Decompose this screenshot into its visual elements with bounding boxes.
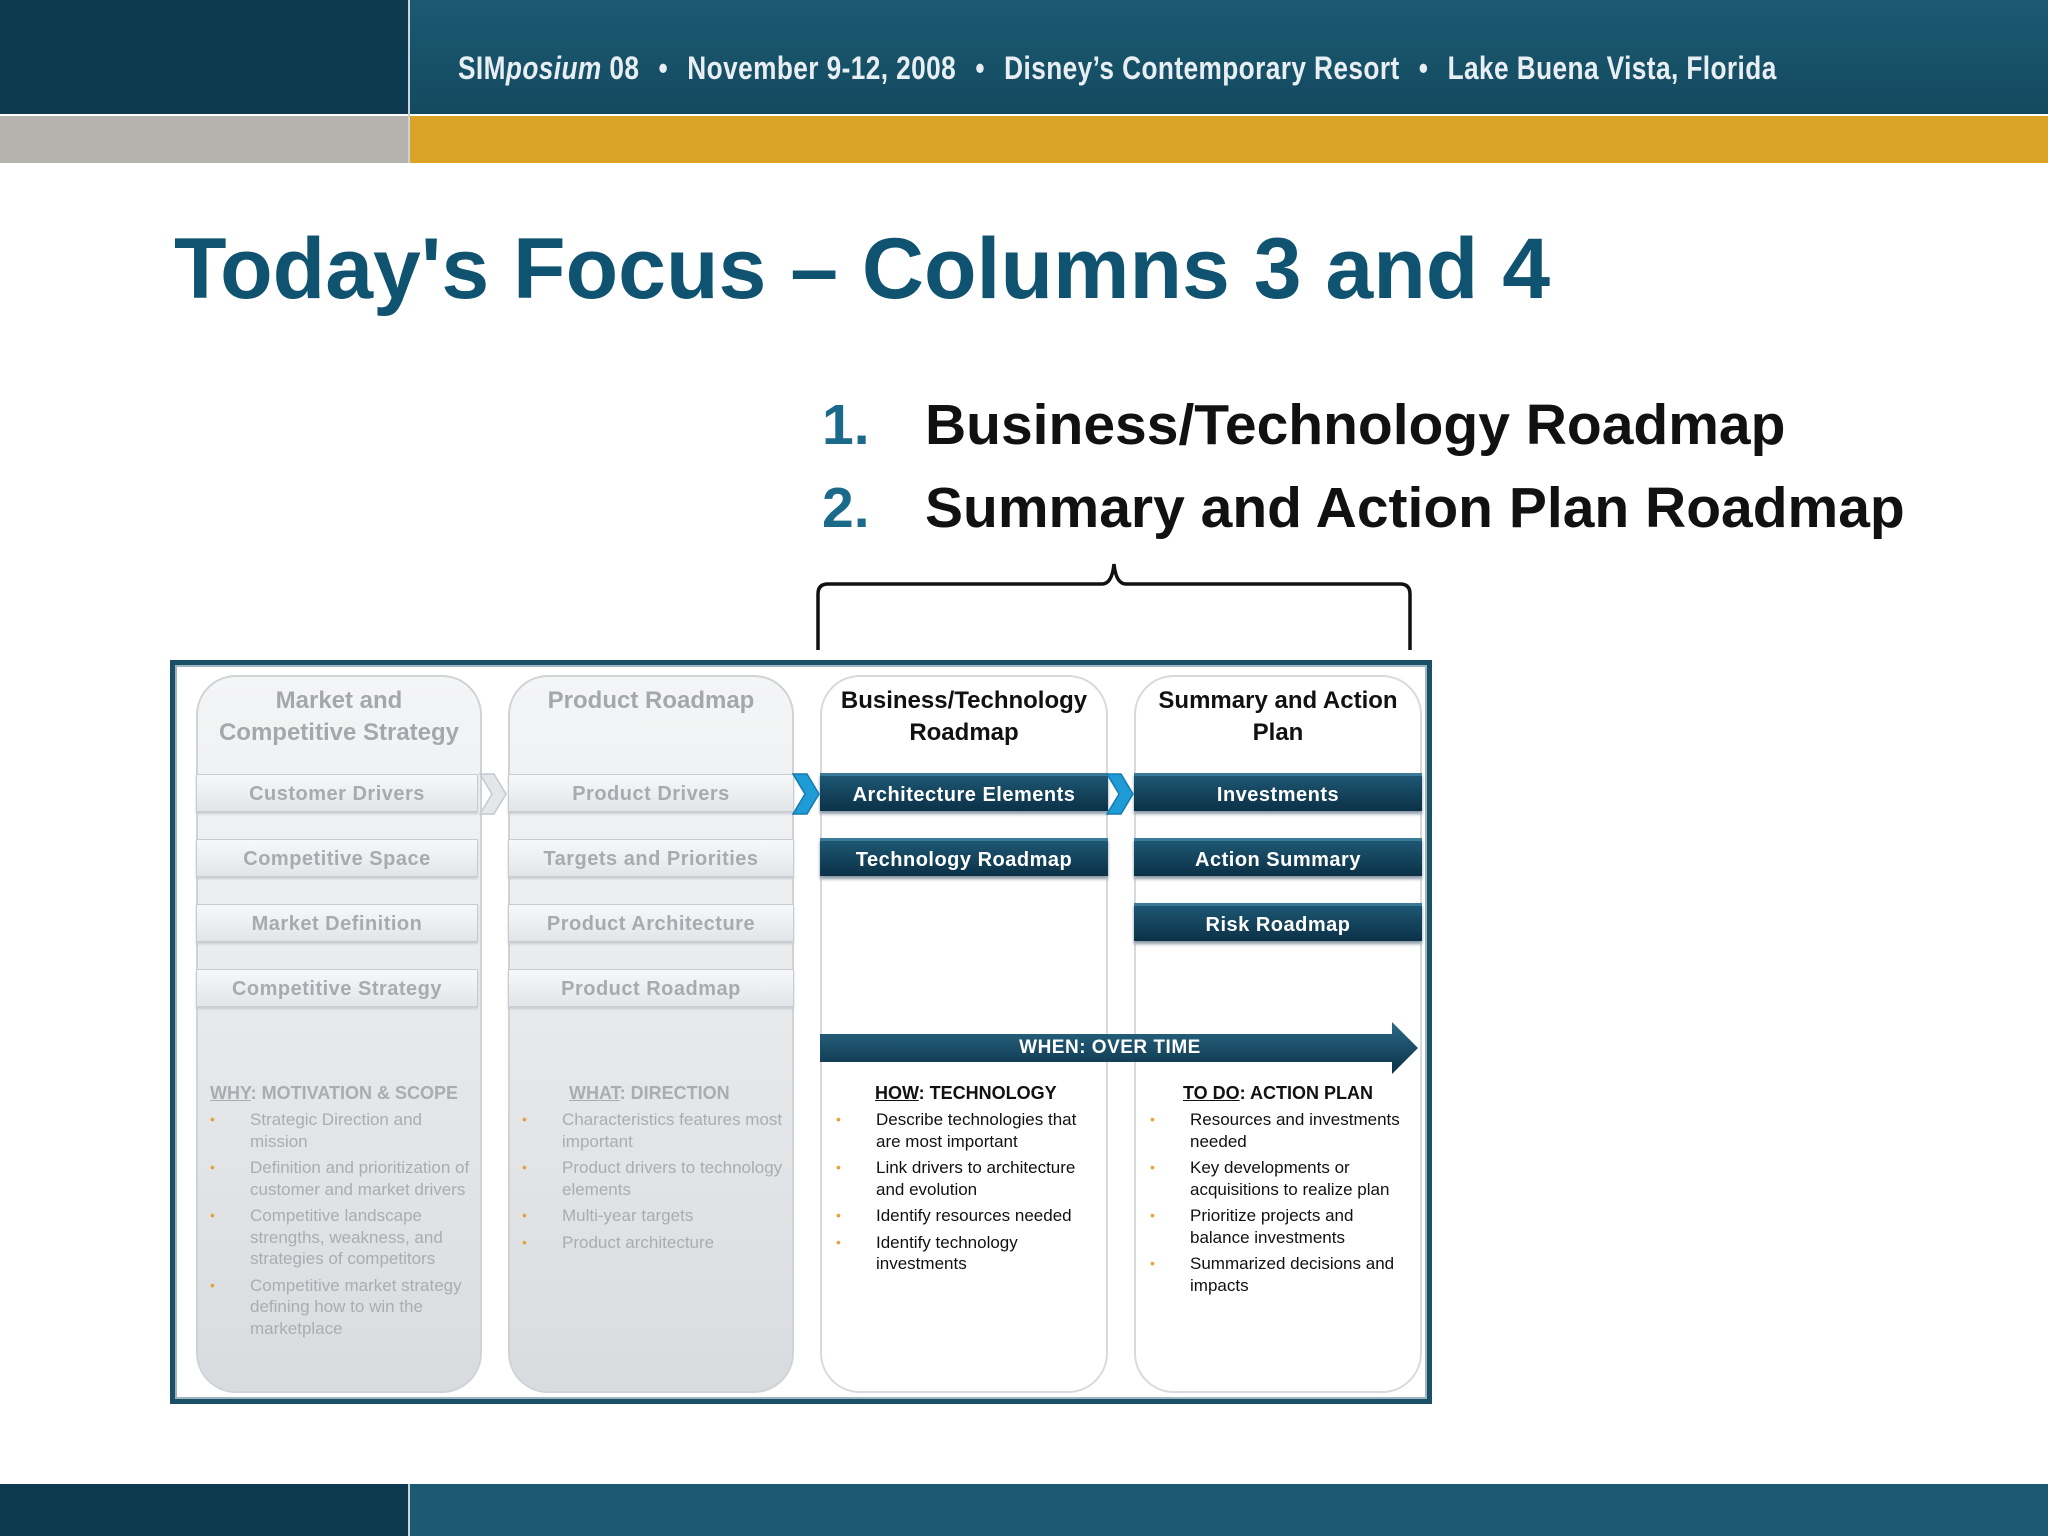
list-item-1: Business/Technology Roadmap [925, 393, 1786, 457]
list-item-2: Summary and Action Plan Roadmap [925, 476, 1905, 540]
section-heading-what: WHAT: DIRECTION [569, 1083, 730, 1103]
separator-dot: • [1418, 50, 1429, 86]
box-competitive-strategy: Competitive Strategy [196, 969, 478, 1007]
curly-brace-icon [812, 560, 1418, 652]
box-technology-roadmap: Technology Roadmap [820, 838, 1108, 876]
box-competitive-space: Competitive Space [196, 839, 478, 877]
list-item: • Resources and investments needed [1150, 1109, 1416, 1152]
box-product-architecture: Product Architecture [508, 904, 794, 942]
list-number: 2. [822, 476, 870, 540]
section-heading-how: HOW: TECHNOLOGY [875, 1083, 1057, 1103]
list-item: • Identify resources needed [836, 1205, 1098, 1227]
separator-dot: • [658, 50, 669, 86]
column-heading: Product Roadmap [547, 687, 755, 714]
footer-bar [410, 1484, 2048, 1536]
header-band-gray [0, 116, 408, 163]
box-architecture-elements: Architecture Elements [820, 773, 1108, 811]
timeline-label: WHEN: OVER TIME [1019, 1037, 1201, 1058]
list-item: • Link drivers to architecture and evolution [836, 1157, 1098, 1200]
list-item: • Product architecture [522, 1232, 784, 1254]
column-heading: Market and Competitive Strategy [218, 687, 460, 746]
event-name: SIMposium 08 [458, 50, 640, 86]
column-heading: Summary and Action Plan [1158, 687, 1398, 746]
list-item: • Competitive landscape strengths, weakness, and strategies of competitors [210, 1205, 472, 1270]
separator-dot: • [975, 50, 985, 86]
box-action-summary: Action Summary [1134, 838, 1422, 876]
event-banner [458, 50, 1777, 87]
box-targets-priorities: Targets and Priorities [508, 839, 794, 877]
box-market-definition: Market Definition [196, 904, 478, 942]
list-item: • Product drivers to technology elements [522, 1157, 784, 1200]
bullet-list-what [522, 1109, 784, 1258]
list-item: • Multi-year targets [522, 1205, 784, 1227]
box-product-drivers: Product Drivers [508, 774, 794, 812]
list-item: • Identify technology investments [836, 1232, 1098, 1275]
event-date: November 9-12, 2008 [687, 50, 957, 86]
chevron-right-icon [1105, 772, 1135, 816]
box-risk-roadmap: Risk Roadmap [1134, 903, 1422, 941]
header-left-block [0, 0, 408, 114]
event-location: Lake Buena Vista, Florida [1447, 50, 1777, 86]
list-item: • Summarized decisions and impacts [1150, 1253, 1416, 1296]
bullet-list-how [836, 1109, 1098, 1280]
list-item: • Prioritize projects and balance investments [1150, 1205, 1416, 1248]
list-item: • Definition and prioritization of customer and market drivers [210, 1157, 472, 1200]
slide-title: Today's Focus – Columns 3 and 4 [174, 221, 1551, 317]
section-heading-why: WHY: MOTIVATION & SCOPE [210, 1083, 459, 1103]
section-heading-todo: TO DO: ACTION PLAN [1183, 1083, 1373, 1103]
header-band-gold [410, 116, 2048, 163]
list-item: • Key developments or acquisitions to realize plan [1150, 1157, 1416, 1200]
box-customer-drivers: Customer Drivers [196, 774, 478, 812]
bullet-list-todo [1150, 1109, 1416, 1301]
list-item: • Strategic Direction and mission [210, 1109, 472, 1152]
footer-left-block [0, 1484, 408, 1536]
column-heading: Business/Technology Roadmap [840, 687, 1088, 746]
chevron-right-icon [791, 772, 821, 816]
box-product-roadmap: Product Roadmap [508, 969, 794, 1007]
footer-divider [408, 1484, 410, 1536]
list-number: 1. [822, 393, 870, 457]
list-item: • Describe technologies that are most important [836, 1109, 1098, 1152]
event-venue: Disney’s Contemporary Resort [1004, 50, 1400, 86]
chevron-right-icon [478, 772, 508, 816]
bullet-list-why [210, 1109, 472, 1344]
list-item: • Characteristics features most important [522, 1109, 784, 1152]
box-investments: Investments [1134, 773, 1422, 811]
list-item: • Competitive market strategy defining how to win the marketplace [210, 1275, 472, 1340]
